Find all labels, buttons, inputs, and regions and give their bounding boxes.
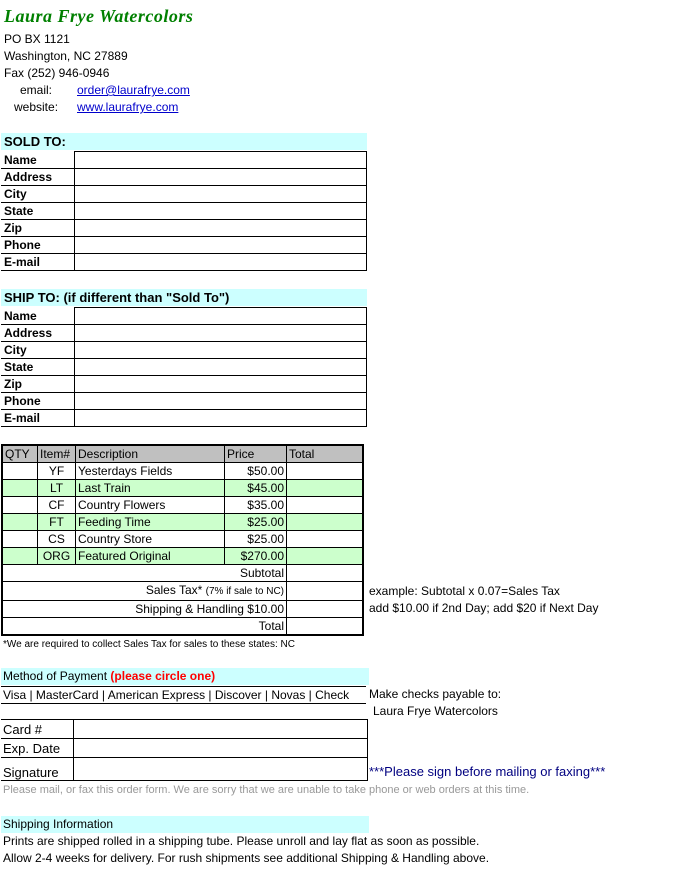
- sold-to-address-field[interactable]: [75, 169, 367, 186]
- exp-date-label: Exp. Date: [1, 739, 74, 758]
- table-row: [2, 497, 363, 514]
- item-description: Yesterdays Fields: [76, 463, 225, 480]
- exp-date-field[interactable]: [74, 739, 368, 758]
- payment-heading-band: [1, 668, 369, 685]
- item-total[interactable]: [287, 531, 364, 548]
- item-total[interactable]: [287, 463, 364, 480]
- tax-cell[interactable]: [287, 582, 364, 601]
- item-price: $45.00: [225, 480, 287, 497]
- col-qty: QTY: [2, 445, 38, 463]
- mail-note: Please mail, or fax this order form. We are sorry that we are unable to take phone or web orders at this time.: [3, 784, 530, 796]
- company-address-line1: PO BX 1121: [4, 32, 70, 46]
- item-code: CF: [38, 497, 76, 514]
- ship-to-phone-label: Phone: [1, 393, 75, 410]
- card-number-field[interactable]: [74, 720, 368, 739]
- subtotal-cell[interactable]: [287, 565, 364, 582]
- col-total: Total: [287, 445, 364, 463]
- company-fax: Fax (252) 946-0946: [4, 66, 110, 80]
- shipping-cell[interactable]: [287, 601, 364, 618]
- tax-note: (7% if sale to NC): [205, 586, 284, 597]
- checks-payable-label: Make checks payable to:: [369, 687, 502, 701]
- ship-to-email-label: E-mail: [1, 410, 75, 427]
- signature-field[interactable]: [74, 758, 368, 781]
- qty-cell[interactable]: [2, 480, 38, 497]
- item-code: CS: [38, 531, 76, 548]
- tax-footnote: *We are required to collect Sales Tax for sales to these states: NC: [3, 639, 295, 650]
- card-number-label: Card #: [1, 720, 74, 739]
- item-description: Feeding Time: [76, 514, 225, 531]
- sold-to-phone-label: Phone: [1, 237, 75, 254]
- table-row: [2, 480, 363, 497]
- shipping-row: [2, 601, 363, 618]
- item-price: $25.00: [225, 531, 287, 548]
- ship-to-zip-field[interactable]: [75, 376, 367, 393]
- tax-row: [2, 582, 363, 601]
- col-description: Description: [76, 445, 225, 463]
- ship-to-zip-label: Zip: [1, 376, 75, 393]
- ship-to-state-field[interactable]: [75, 359, 367, 376]
- ship-to-city-label: City: [1, 342, 75, 359]
- sold-to-email-label: E-mail: [1, 254, 75, 271]
- shipping-info-line2: Allow 2-4 weeks for delivery. For rush shipments see additional Shipping & Handling above.: [3, 851, 490, 865]
- item-code: ORG: [38, 548, 76, 565]
- qty-cell[interactable]: [2, 497, 38, 514]
- ship-to-name-label: Name: [1, 308, 75, 325]
- sold-to-city-field[interactable]: [75, 186, 367, 203]
- item-code: YF: [38, 463, 76, 480]
- ship-to-state-label: State: [1, 359, 75, 376]
- table-row: [2, 548, 363, 565]
- shipping-info-heading: Shipping Information: [1, 816, 369, 833]
- item-description: Last Train: [76, 480, 225, 497]
- item-price: $270.00: [225, 548, 287, 565]
- tax-label-cell: [2, 582, 287, 601]
- qty-cell[interactable]: [2, 531, 38, 548]
- shipping-info-line1: Prints are shipped rolled in a shipping tube. Please unroll and lay flat as soon as possible.: [3, 834, 480, 848]
- ship-to-email-field[interactable]: [75, 410, 367, 427]
- tax-example: example: Subtotal x 0.07=Sales Tax: [369, 584, 560, 598]
- col-item: Item#: [38, 445, 76, 463]
- email-link[interactable]: order@laurafrye.com: [77, 83, 190, 97]
- qty-cell[interactable]: [2, 463, 38, 480]
- checks-payee: Laura Frye Watercolors: [373, 704, 498, 718]
- item-description: Country Flowers: [76, 497, 225, 514]
- ship-to-address-field[interactable]: [75, 325, 367, 342]
- ship-to-heading: SHIP TO: (if different than "Sold To"): [1, 289, 367, 306]
- ship-to-address-label: Address: [1, 325, 75, 342]
- company-address-line2: Washington, NC 27889: [4, 49, 128, 63]
- sold-to-city-label: City: [1, 186, 75, 203]
- item-code: LT: [38, 480, 76, 497]
- payment-options[interactable]: Visa | MasterCard | American Express | Discover | Novas | Check: [3, 688, 350, 702]
- sign-note: ***Please sign before mailing or faxing***: [369, 764, 606, 779]
- col-price: Price: [225, 445, 287, 463]
- email-label: email:: [20, 83, 53, 97]
- sold-to-zip-label: Zip: [1, 220, 75, 237]
- company-title: Laura Frye Watercolors: [4, 6, 194, 26]
- subtotal-row: [2, 565, 363, 582]
- item-price: $35.00: [225, 497, 287, 514]
- order-table: [1, 444, 364, 636]
- item-description: Featured Original: [76, 548, 225, 565]
- payment-options-row: [1, 686, 366, 704]
- ship-to-name-field[interactable]: [75, 308, 367, 325]
- ship-to-phone-field[interactable]: [75, 393, 367, 410]
- item-total[interactable]: [287, 480, 364, 497]
- sold-to-phone-field[interactable]: [75, 237, 367, 254]
- sold-to-address-label: Address: [1, 169, 75, 186]
- sold-to-state-label: State: [1, 203, 75, 220]
- item-price: $25.00: [225, 514, 287, 531]
- card-form: [1, 719, 368, 781]
- item-price: $50.00: [225, 463, 287, 480]
- sold-to-email-field[interactable]: [75, 254, 367, 271]
- sold-to-zip-field[interactable]: [75, 220, 367, 237]
- item-description: Country Store: [76, 531, 225, 548]
- sold-to-name-field[interactable]: [75, 152, 367, 169]
- item-total[interactable]: [287, 514, 364, 531]
- sold-to-form: [1, 151, 367, 271]
- tax-label: Sales Tax*: [145, 583, 203, 597]
- table-row: [2, 531, 363, 548]
- payment-heading: Method of Payment: [3, 669, 108, 683]
- total-label: Total: [2, 618, 287, 636]
- total-row: [2, 618, 363, 636]
- qty-cell[interactable]: [2, 548, 38, 565]
- qty-cell[interactable]: [2, 514, 38, 531]
- signature-label: Signature: [1, 758, 74, 781]
- table-row: [2, 514, 363, 531]
- subtotal-label: Subtotal: [2, 565, 287, 582]
- sold-to-name-label: Name: [1, 152, 75, 169]
- table-row: [2, 463, 363, 480]
- shipping-label: Shipping & Handling $10.00: [2, 601, 287, 618]
- sold-to-state-field[interactable]: [75, 203, 367, 220]
- ship-to-city-field[interactable]: [75, 342, 367, 359]
- website-label: website:: [14, 100, 59, 114]
- item-total[interactable]: [287, 497, 364, 514]
- shipping-note: add $10.00 if 2nd Day; add $20 if Next Day: [369, 601, 599, 615]
- ship-to-form: [1, 307, 367, 427]
- item-total[interactable]: [287, 548, 364, 565]
- sold-to-heading: SOLD TO:: [1, 133, 367, 150]
- website-link[interactable]: www.laurafrye.com: [77, 100, 179, 114]
- total-cell[interactable]: [287, 618, 364, 636]
- item-code: FT: [38, 514, 76, 531]
- payment-heading-note: (please circle one): [110, 669, 216, 683]
